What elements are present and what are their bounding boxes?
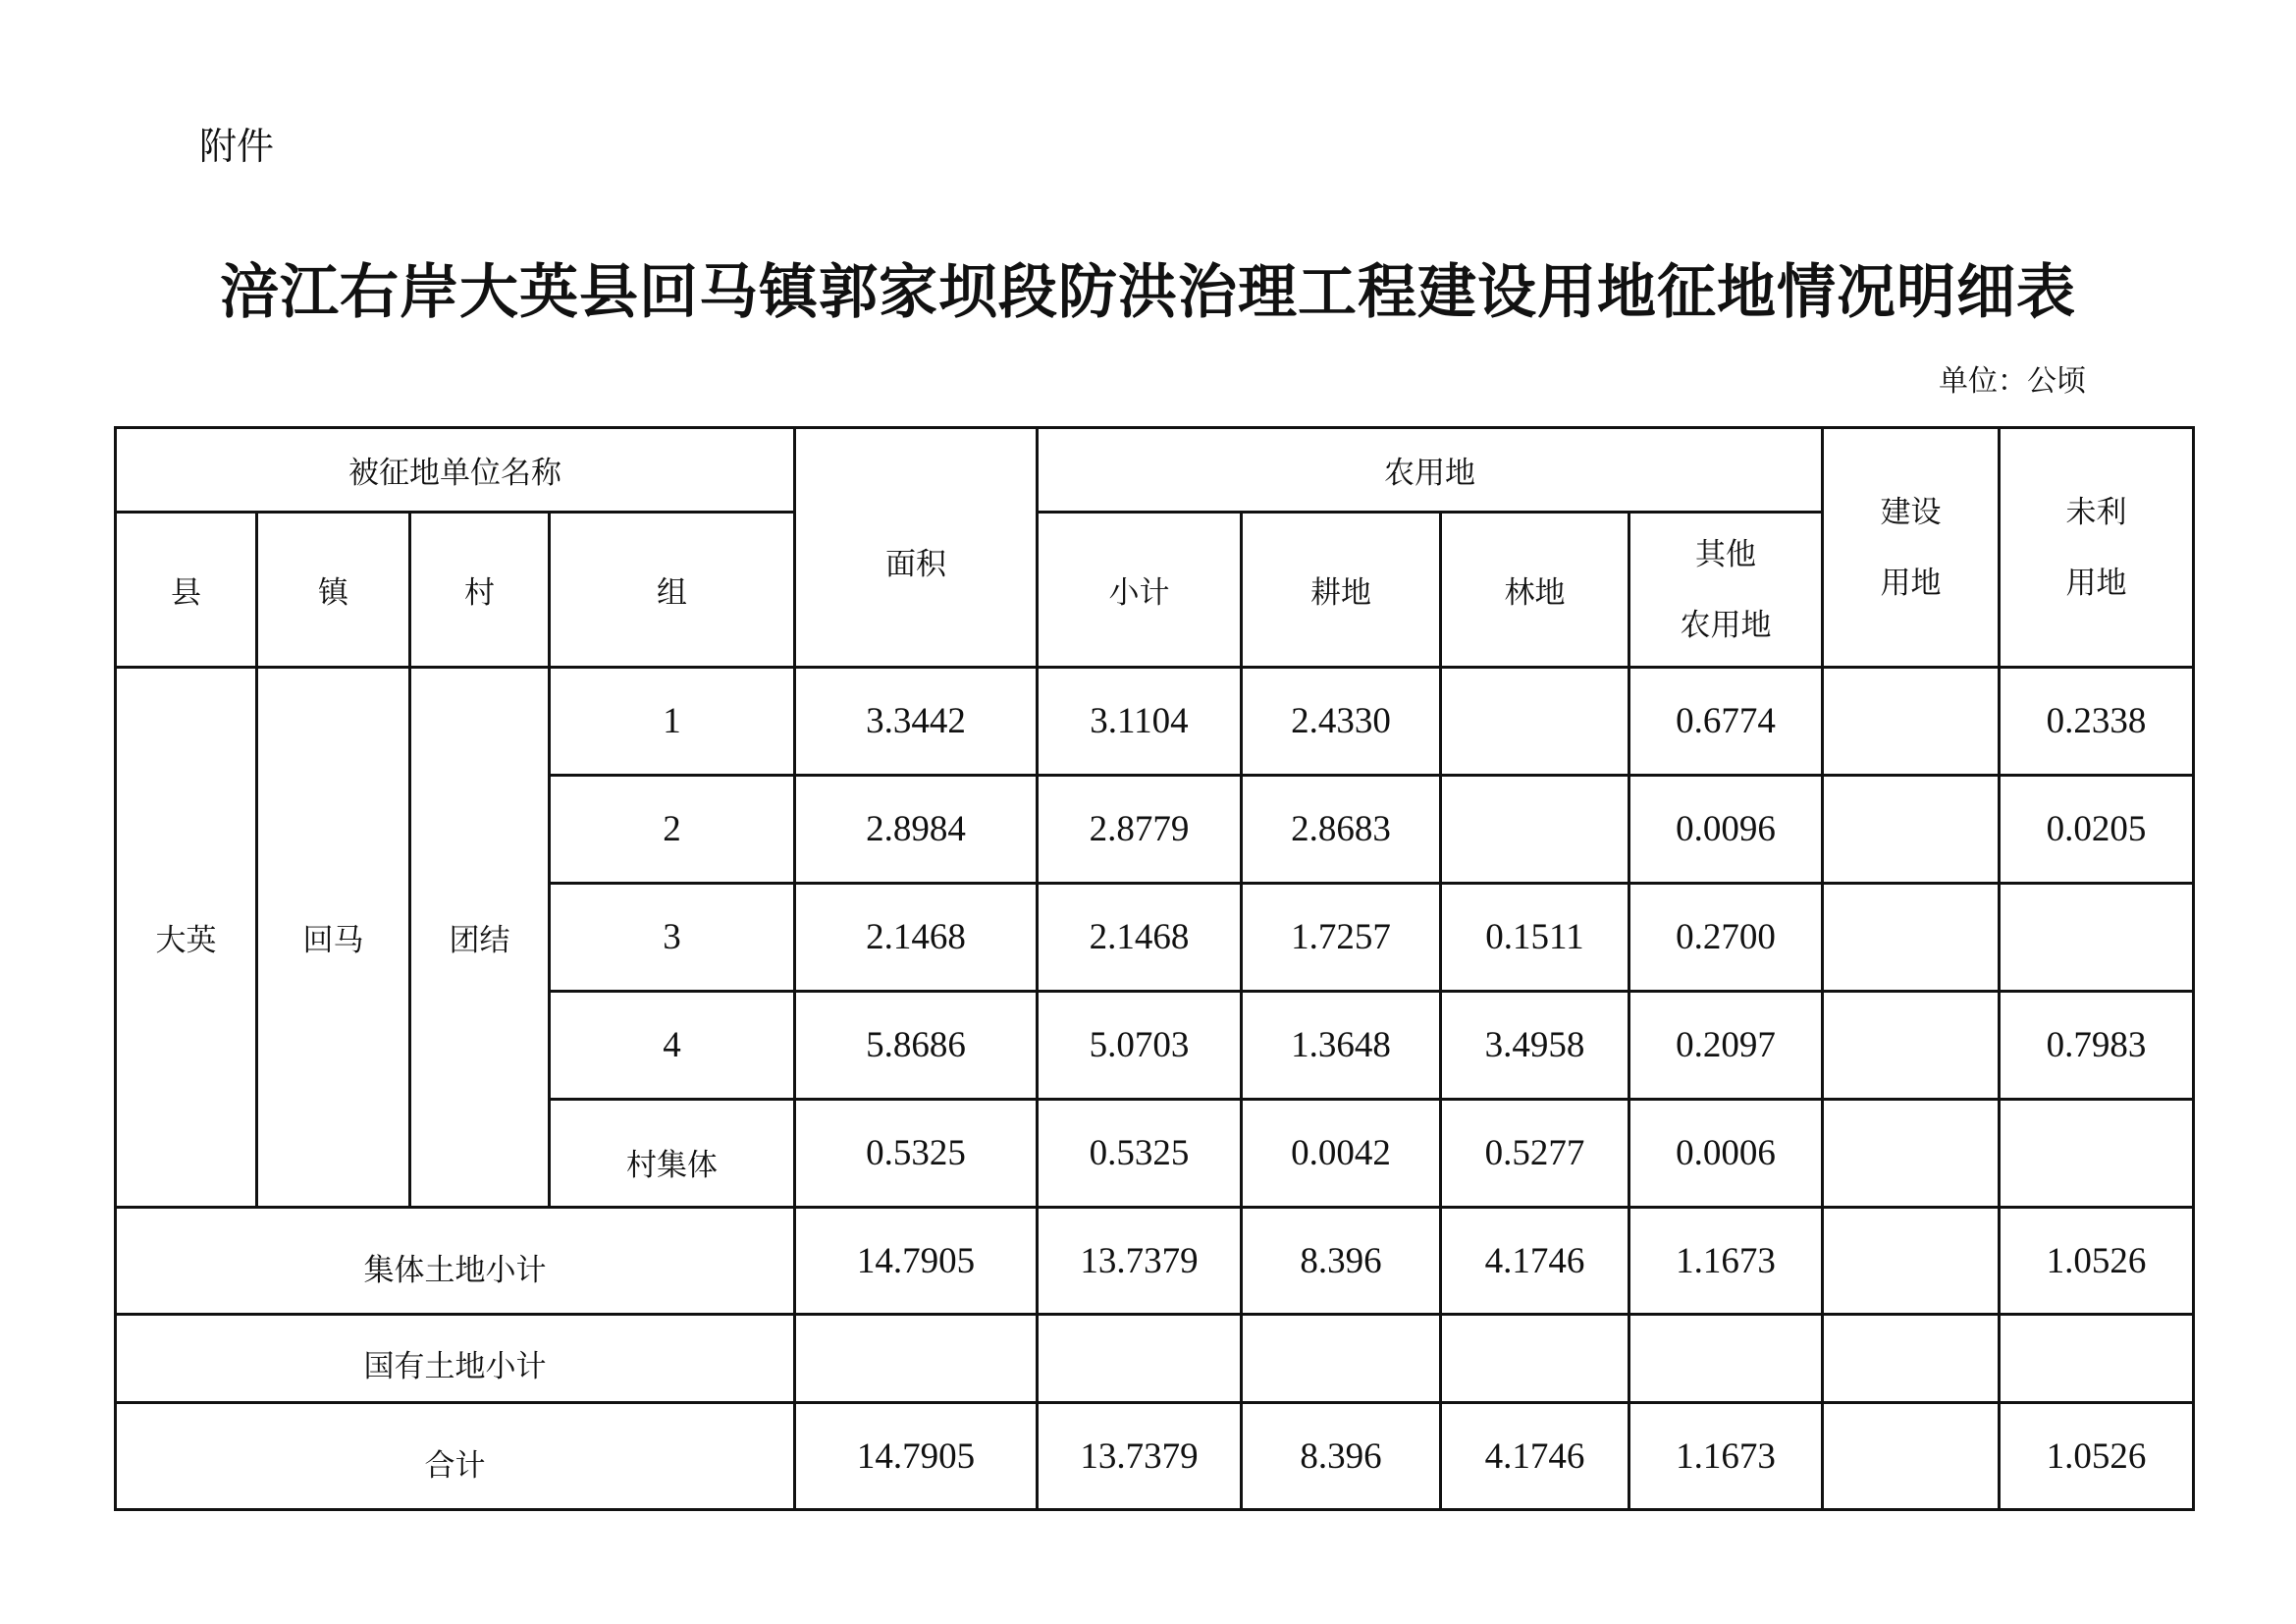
- header-construction-line1: 建设: [1880, 494, 1942, 530]
- table-row: [116, 668, 2194, 776]
- area-cell: [795, 1315, 1038, 1403]
- subtotal-cell: [1038, 1315, 1242, 1403]
- subtotal-cell: 2.8779: [1038, 776, 1242, 884]
- header-county: 县: [116, 513, 257, 668]
- construction-cell: [1823, 776, 2000, 884]
- other-agricultural-cell: 1.1673: [1629, 1208, 1823, 1315]
- area-cell: 14.7905: [795, 1208, 1038, 1315]
- header-construction-line2: 用地: [1880, 565, 1942, 601]
- unused-cell: 1.0526: [2000, 1208, 2194, 1315]
- group-cell: 3: [550, 884, 795, 992]
- other-agricultural-cell: 1.1673: [1629, 1403, 1823, 1510]
- subtotal-cell: 2.1468: [1038, 884, 1242, 992]
- construction-cell: [1823, 1315, 2000, 1403]
- summary-row: [116, 1403, 2194, 1510]
- forest-cell: 0.5277: [1441, 1100, 1629, 1208]
- unused-cell: [2000, 884, 2194, 992]
- subtotal-cell: 13.7379: [1038, 1208, 1242, 1315]
- cultivated-cell: 2.4330: [1242, 668, 1441, 776]
- forest-cell: 3.4958: [1441, 992, 1629, 1100]
- summary-label: 集体土地小计: [116, 1208, 795, 1315]
- group-cell: 4: [550, 992, 795, 1100]
- construction-cell: [1823, 1208, 2000, 1315]
- construction-cell: [1823, 668, 2000, 776]
- header-other-line2: 农用地: [1680, 607, 1772, 643]
- forest-cell: [1441, 668, 1629, 776]
- forest-cell: 4.1746: [1441, 1208, 1629, 1315]
- header-unused-line1: 未利: [2065, 494, 2127, 530]
- other-agricultural-cell: [1629, 1315, 1823, 1403]
- unit-label: 单位：公顷: [1939, 364, 2086, 399]
- forest-cell: [1441, 776, 1629, 884]
- header-group: 组: [550, 513, 795, 668]
- other-agricultural-cell: 0.2097: [1629, 992, 1823, 1100]
- subtotal-cell: 13.7379: [1038, 1403, 1242, 1510]
- subtotal-cell: 5.0703: [1038, 992, 1242, 1100]
- summary-row: [116, 1315, 2194, 1403]
- header-area: 面积: [795, 428, 1038, 668]
- summary-row: [116, 1208, 2194, 1315]
- header-village: 村: [410, 513, 550, 668]
- construction-cell: [1823, 992, 2000, 1100]
- construction-cell: [1823, 884, 2000, 992]
- unused-cell: 0.0205: [2000, 776, 2194, 884]
- header-other-line1: 其他: [1695, 536, 1756, 572]
- other-agricultural-cell: 0.0006: [1629, 1100, 1823, 1208]
- other-agricultural-cell: 0.0096: [1629, 776, 1823, 884]
- unused-cell: 1.0526: [2000, 1403, 2194, 1510]
- forest-cell: 0.1511: [1441, 884, 1629, 992]
- header-other-agricultural: [1629, 513, 1823, 668]
- header-unused-land: [2000, 428, 2194, 668]
- group-cell: 2: [550, 776, 795, 884]
- header-cultivated: 耕地: [1242, 513, 1441, 668]
- document-title: 涪江右岸大英县回马镇郭家坝段防洪治理工程建设用地征地情况明细表: [220, 258, 2076, 327]
- unused-cell: 0.2338: [2000, 668, 2194, 776]
- area-cell: 3.3442: [795, 668, 1038, 776]
- cultivated-cell: 0.0042: [1242, 1100, 1441, 1208]
- unused-cell: [2000, 1315, 2194, 1403]
- area-cell: 0.5325: [795, 1100, 1038, 1208]
- header-forest: 林地: [1441, 513, 1629, 668]
- header-subtotal: 小计: [1038, 513, 1242, 668]
- unused-cell: 0.7983: [2000, 992, 2194, 1100]
- construction-cell: [1823, 1100, 2000, 1208]
- cultivated-cell: 2.8683: [1242, 776, 1441, 884]
- subtotal-cell: 0.5325: [1038, 1100, 1242, 1208]
- summary-label: 合计: [116, 1403, 795, 1510]
- header-expropriated-unit: 被征地单位名称: [116, 428, 795, 513]
- land-expropriation-table: [114, 426, 2195, 1511]
- forest-cell: 4.1746: [1441, 1403, 1629, 1510]
- cultivated-cell: [1242, 1315, 1441, 1403]
- attachment-label: 附件: [199, 125, 275, 168]
- summary-label: 国有土地小计: [116, 1315, 795, 1403]
- county-cell: 大英: [116, 668, 257, 1208]
- town-cell: 回马: [257, 668, 410, 1208]
- other-agricultural-cell: 0.2700: [1629, 884, 1823, 992]
- cultivated-cell: 1.7257: [1242, 884, 1441, 992]
- subtotal-cell: 3.1104: [1038, 668, 1242, 776]
- village-cell: 团结: [410, 668, 550, 1208]
- area-cell: 2.1468: [795, 884, 1038, 992]
- header-unused-line2: 用地: [2065, 565, 2127, 601]
- group-cell: 村集体: [550, 1100, 795, 1208]
- header-construction-land: [1823, 428, 2000, 668]
- cultivated-cell: 8.396: [1242, 1208, 1441, 1315]
- unused-cell: [2000, 1100, 2194, 1208]
- area-cell: 5.8686: [795, 992, 1038, 1100]
- other-agricultural-cell: 0.6774: [1629, 668, 1823, 776]
- group-cell: 1: [550, 668, 795, 776]
- area-cell: 2.8984: [795, 776, 1038, 884]
- cultivated-cell: 8.396: [1242, 1403, 1441, 1510]
- forest-cell: [1441, 1315, 1629, 1403]
- header-town: 镇: [257, 513, 410, 668]
- construction-cell: [1823, 1403, 2000, 1510]
- area-cell: 14.7905: [795, 1403, 1038, 1510]
- header-agricultural-land: 农用地: [1038, 428, 1823, 513]
- cultivated-cell: 1.3648: [1242, 992, 1441, 1100]
